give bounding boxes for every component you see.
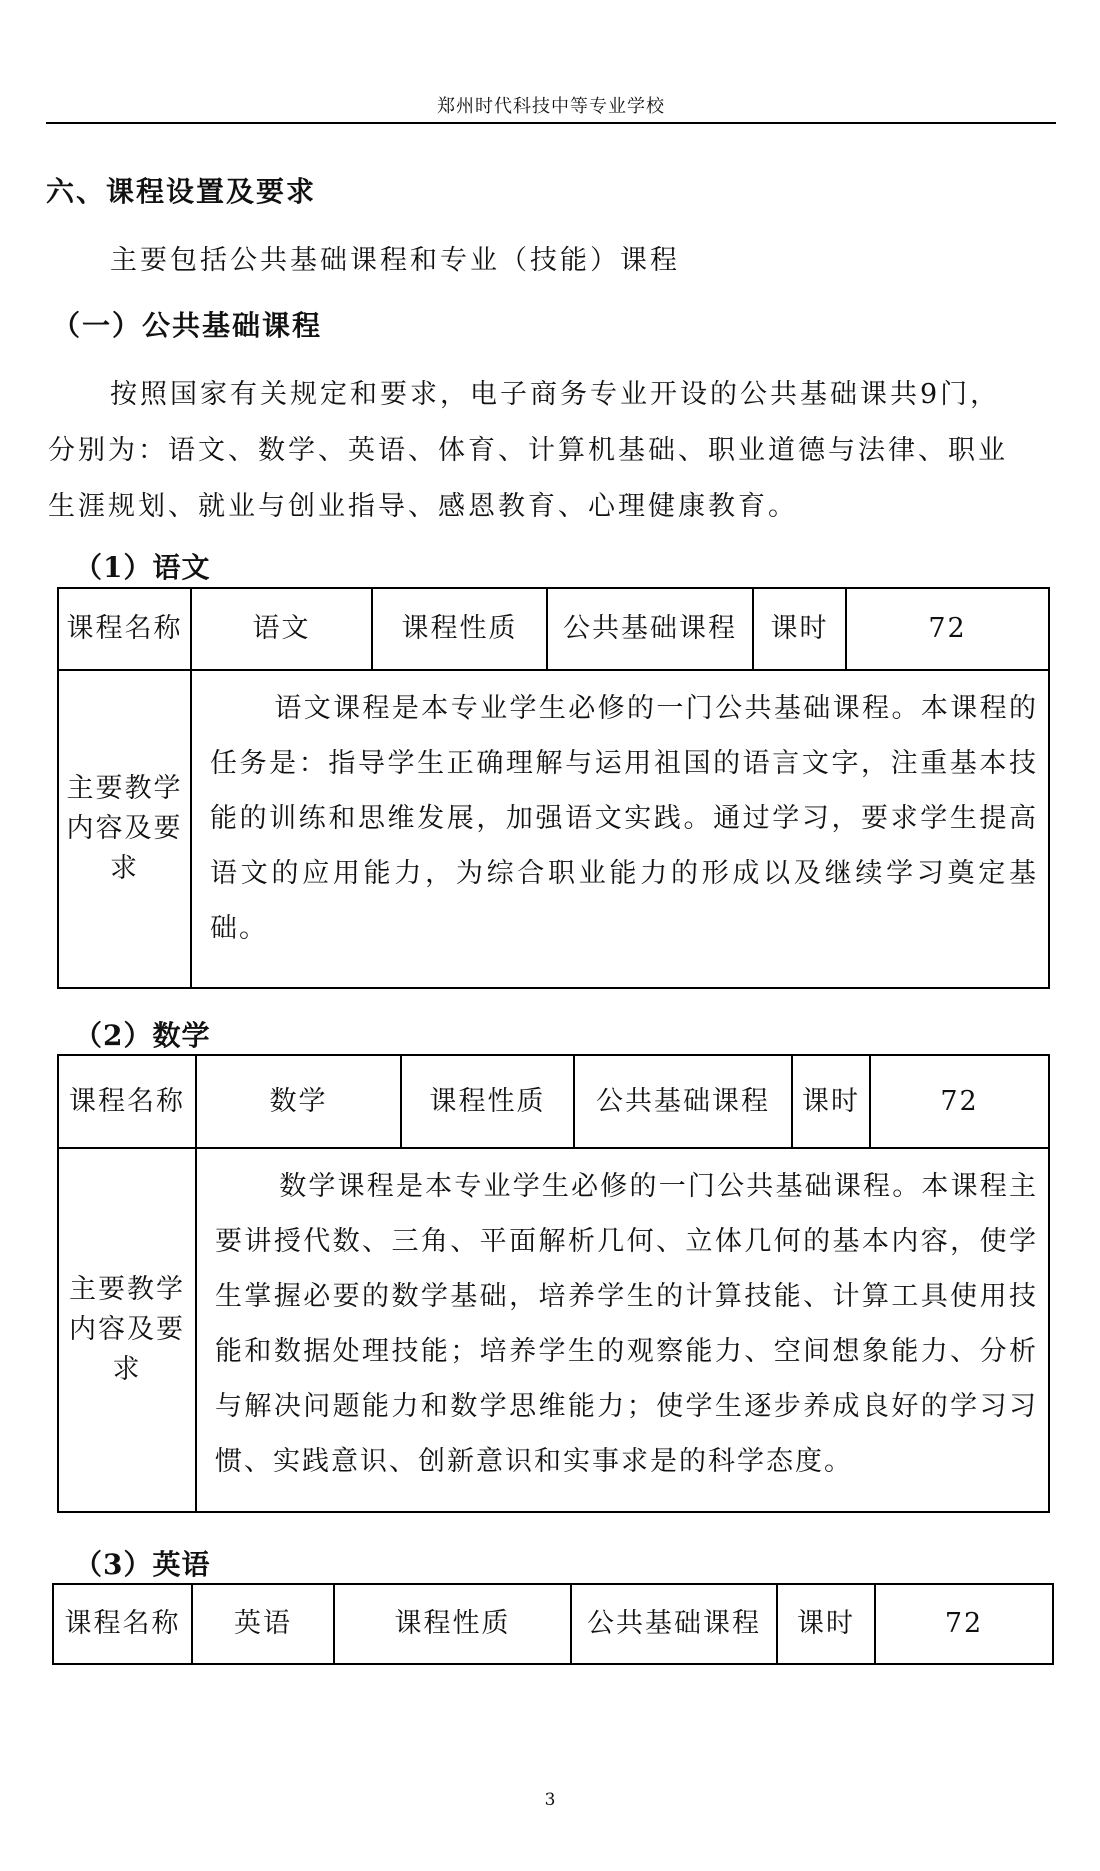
course-hours: 72 xyxy=(870,1055,1049,1148)
course-nature: 公共基础课程 xyxy=(571,1584,777,1664)
course-heading: （2）数学 xyxy=(74,1019,211,1052)
course-name-label: 课程名称 xyxy=(58,1055,196,1148)
content-text: 数学课程是本专业学生必修的一门公共基础课程。本课程主要讲授代数、三角、平面解析几何、立体几何的基本内容，使学生掌握必要的数学基础，培养学生的计算技能、计算工具使用技能和数据处理技能；培养学生的观察能力、空间想象能力、分析与解决问题能力和数学思维能力；使学生逐步养成良好的学习习惯、实践意识、创新意识和实事求是的科学态度。 xyxy=(215,1171,1038,1477)
course-hours-label: 课时 xyxy=(753,588,846,670)
header-divider xyxy=(46,122,1056,124)
section-title: 六、课程设置及要求 xyxy=(46,175,317,208)
course-nature-label: 课程性质 xyxy=(334,1584,571,1664)
course-name: 英语 xyxy=(192,1584,334,1664)
course-nature: 公共基础课程 xyxy=(547,588,753,670)
content-text-cell xyxy=(196,1148,1049,1512)
section-intro: 主要包括公共基础课程和专业（技能）课程 xyxy=(110,245,680,276)
course-name-label: 课程名称 xyxy=(58,588,191,670)
paragraph-line-1: 按照国家有关规定和要求，电子商务专业开设的公共基础课共9门， xyxy=(110,379,1001,410)
paragraph-line-2: 分别为：语文、数学、英语、体育、计算机基础、职业道德与法律、职业 xyxy=(48,435,1008,466)
course-table-english xyxy=(52,1583,1054,1665)
course-table-math xyxy=(57,1054,1050,1513)
course-hours: 72 xyxy=(846,588,1049,670)
content-label: 主要教学内容及要求 xyxy=(58,670,191,988)
course-nature: 公共基础课程 xyxy=(574,1055,792,1148)
course-name: 数学 xyxy=(196,1055,401,1148)
content-label: 主要教学内容及要求 xyxy=(58,1148,196,1512)
page-number: 3 xyxy=(544,1790,556,1810)
content-text: 语文课程是本专业学生必修的一门公共基础课程。本课程的任务是：指导学生正确理解与运用祖国的语言文字，注重基本技能的训练和思维发展，加强语文实践。通过学习，要求学生提高语文的应用能力，为综合职业能力的形成以及继续学习奠定基础。 xyxy=(210,693,1038,944)
course-heading: （3）英语 xyxy=(74,1548,211,1581)
course-hours: 72 xyxy=(875,1584,1053,1664)
course-hours-label: 课时 xyxy=(792,1055,870,1148)
content-text-cell xyxy=(191,670,1049,988)
paragraph-line-3: 生涯规划、就业与创业指导、感恩教育、心理健康教育。 xyxy=(48,491,798,522)
course-nature-label: 课程性质 xyxy=(401,1055,574,1148)
course-name: 语文 xyxy=(191,588,372,670)
subsection-title: （一）公共基础课程 xyxy=(52,309,323,342)
course-nature-label: 课程性质 xyxy=(372,588,547,670)
course-hours-label: 课时 xyxy=(777,1584,875,1664)
course-table-chinese xyxy=(57,587,1050,989)
course-name-label: 课程名称 xyxy=(53,1584,192,1664)
course-heading: （1）语文 xyxy=(74,551,211,584)
page-header: 郑州时代科技中等专业学校 xyxy=(437,96,665,117)
